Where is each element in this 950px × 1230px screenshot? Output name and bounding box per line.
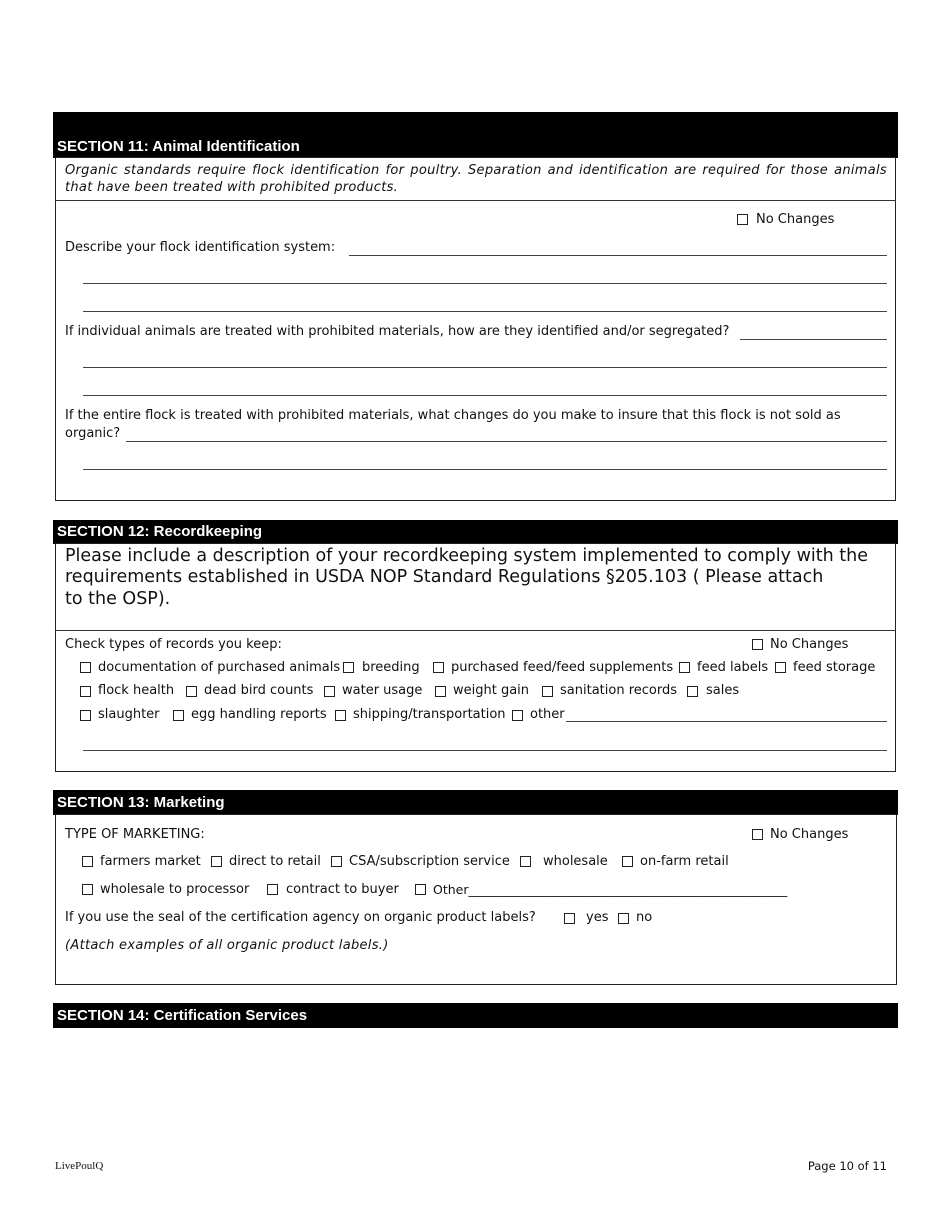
rec-flock-health-checkbox[interactable] xyxy=(80,686,91,697)
answer-line[interactable] xyxy=(83,311,887,312)
mkt-wholesale-checkbox[interactable] xyxy=(520,856,531,867)
rec-sales-label: sales xyxy=(706,683,740,698)
rec-feed-labels-checkbox[interactable] xyxy=(679,662,690,673)
footer-doc-id: LivePoulQ xyxy=(55,1160,104,1172)
rec-shipping-label: shipping/transportation xyxy=(353,707,506,722)
section-14-header xyxy=(53,1003,898,1028)
rec-sales-checkbox[interactable] xyxy=(687,686,698,697)
rec-water-usage-label: water usage xyxy=(342,683,423,698)
section-11-title: SECTION 11: Animal Identification xyxy=(57,138,300,155)
mkt-on-farm-retail-label: on-farm retail xyxy=(640,854,729,869)
divider xyxy=(55,200,896,201)
s13-no-changes-checkbox[interactable] xyxy=(752,829,763,840)
mkt-on-farm-retail-checkbox[interactable] xyxy=(622,856,633,867)
section-13-title: SECTION 13: Marketing xyxy=(57,794,225,811)
rec-dead-bird-counts-checkbox[interactable] xyxy=(186,686,197,697)
q-flock-id-system: Describe your flock identification system: xyxy=(65,240,336,255)
rec-feed-labels-label: feed labels xyxy=(697,660,769,675)
answer-line[interactable] xyxy=(83,395,887,396)
other-answer-line[interactable] xyxy=(566,721,887,722)
mkt-csa-checkbox[interactable] xyxy=(331,856,342,867)
section-11-intro: Organic standards require flock identification for poultry. Separation and identification are required for those animals that have been treated with prohibited products. xyxy=(65,163,887,195)
seal-yes-checkbox[interactable] xyxy=(564,913,575,924)
rec-feed-storage-checkbox[interactable] xyxy=(775,662,786,673)
answer-line[interactable] xyxy=(349,255,887,256)
answer-line[interactable] xyxy=(740,339,887,340)
rec-shipping-checkbox[interactable] xyxy=(335,710,346,721)
rec-other-label: other xyxy=(530,707,565,722)
seal-no-checkbox[interactable] xyxy=(618,913,629,924)
rec-purchased-feed-label: purchased feed/feed supplements xyxy=(451,660,674,675)
seal-yes-label: yes xyxy=(586,910,609,925)
q-individual-treated: If individual animals are treated with prohibited materials, how are they identified and/or segregated? xyxy=(65,324,730,339)
rec-purchased-feed-checkbox[interactable] xyxy=(433,662,444,673)
rec-purchased-animals-checkbox[interactable] xyxy=(80,662,91,673)
rec-weight-gain-checkbox[interactable] xyxy=(435,686,446,697)
mkt-direct-retail-checkbox[interactable] xyxy=(211,856,222,867)
section-13-header xyxy=(53,790,898,815)
attach-labels-note: (Attach examples of all organic product labels.) xyxy=(65,938,389,953)
section-14-title: SECTION 14: Certification Services xyxy=(57,1007,308,1024)
mkt-direct-retail-label: direct to retail xyxy=(229,854,321,869)
answer-line[interactable] xyxy=(83,283,887,284)
rec-slaughter-label: slaughter xyxy=(98,707,160,722)
mkt-contract-buyer-label: contract to buyer xyxy=(286,882,399,897)
section-12-title: SECTION 12: Recordkeeping xyxy=(57,523,263,540)
rec-slaughter-checkbox[interactable] xyxy=(80,710,91,721)
mkt-contract-buyer-checkbox[interactable] xyxy=(267,884,278,895)
s11-no-changes-label: No Changes xyxy=(756,212,835,227)
s12-intro-line2: requirements established in USDA NOP Standard Regulations §205.103 ( Please attach xyxy=(65,567,824,587)
section-11-header xyxy=(53,112,898,158)
s12-no-changes-label: No Changes xyxy=(770,637,849,652)
rec-other-checkbox[interactable] xyxy=(512,710,523,721)
rec-weight-gain-label: weight gain xyxy=(453,683,530,698)
divider xyxy=(55,630,896,631)
rec-sanitation-records-checkbox[interactable] xyxy=(542,686,553,697)
q-entire-flock-line2: organic? xyxy=(65,426,121,441)
mkt-wholesale-processor-label: wholesale to processor xyxy=(100,882,250,897)
s12-intro-line1: Please include a description of your recordkeeping system implemented to comply with the xyxy=(65,546,868,566)
mkt-wholesale-processor-checkbox[interactable] xyxy=(82,884,93,895)
answer-line[interactable] xyxy=(83,750,887,751)
section-12-header xyxy=(53,520,898,544)
s12-records-prompt: Check types of records you keep: xyxy=(65,637,282,652)
footer-page-number: Page 10 of 11 xyxy=(807,1159,887,1173)
rec-water-usage-checkbox[interactable] xyxy=(324,686,335,697)
rec-breeding-label: breeding xyxy=(362,660,420,675)
mkt-farmers-market-checkbox[interactable] xyxy=(82,856,93,867)
rec-flock-health-label: flock health xyxy=(98,683,175,698)
rec-egg-handling-label: egg handling reports xyxy=(191,707,327,722)
rec-feed-storage-label: feed storage xyxy=(793,660,876,675)
rec-purchased-animals-label: documentation of purchased animals xyxy=(98,660,341,675)
answer-line[interactable] xyxy=(83,367,887,368)
answer-line[interactable] xyxy=(126,441,887,442)
s11-no-changes-checkbox[interactable] xyxy=(737,214,748,225)
mkt-other-checkbox[interactable] xyxy=(415,884,426,895)
marketing-type-label: TYPE OF MARKETING: xyxy=(65,827,205,842)
mkt-csa-label: CSA/subscription service xyxy=(349,854,510,869)
mkt-other-label: Other___________________________________________________ xyxy=(433,882,788,897)
rec-breeding-checkbox[interactable] xyxy=(343,662,354,673)
mkt-wholesale-label: wholesale xyxy=(543,854,608,869)
s12-no-changes-checkbox[interactable] xyxy=(752,639,763,650)
seal-question: If you use the seal of the certification agency on organic product labels? xyxy=(65,910,536,925)
q-entire-flock-line1: If the entire flock is treated with prohibited materials, what changes do you make to insure that this flock is not sold as xyxy=(65,408,841,423)
rec-egg-handling-checkbox[interactable] xyxy=(173,710,184,721)
s12-intro-line3: to the OSP). xyxy=(65,589,171,609)
answer-line[interactable] xyxy=(83,469,887,470)
rec-dead-bird-counts-label: dead bird counts xyxy=(204,683,314,698)
mkt-farmers-market-label: farmers market xyxy=(100,854,201,869)
s13-no-changes-label: No Changes xyxy=(770,827,849,842)
seal-no-label: no xyxy=(636,910,653,925)
rec-sanitation-records-label: sanitation records xyxy=(560,683,677,698)
